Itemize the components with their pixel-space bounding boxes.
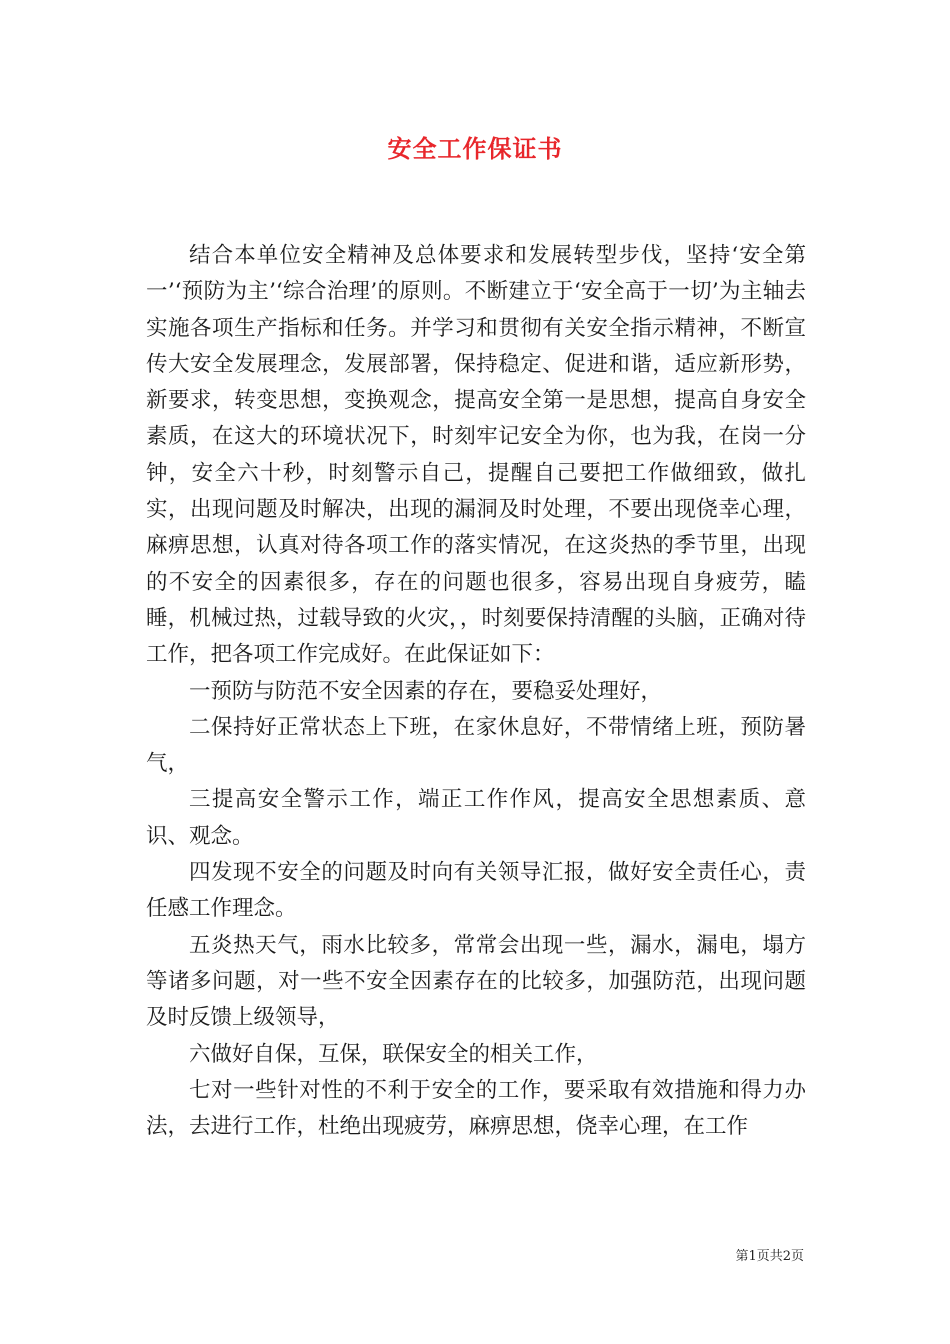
paragraph-item-5: 五炎热天气，雨水比较多，常常会出现一些，漏水，漏电，塌方等诸多问题，对一些不安全因素存在的比较多，加强防范，出现问题及时反馈上级领导， xyxy=(146,932,806,1031)
paragraph-item-6: 六做好自保，互保，联保安全的相关工作， xyxy=(189,1041,598,1067)
paragraph-item-1: 一预防与防范不安全因素的存在，要稳妥处理好， xyxy=(189,678,663,704)
paragraph-item-3: 三提高安全警示工作，端正工作作风，提高安全思想素质、意识、观念。 xyxy=(146,787,806,849)
paragraph-item-7: 七对一些针对性的不利于安全的工作，要采取有效措施和得力办法，去进行工作，杜绝出现疲劳，麻痹思想，侥幸心理，在工作 xyxy=(146,1077,806,1140)
paragraph-intro: 结合本单位安全精神及总体要求和发展转型步伐，坚持‘安全第一’‘预防为主’‘综合治理’的原则。不断建立于‘安全高于一切’为主轴去实施各项生产指标和任务。并学习和贯彻有关安全指示精神，不断宣传大安全发展理念，发展部署，保持稳定、促进和谐，适应新形势，新要求，转变思想，变换观念，提高安全第一是思想，提高自身安全素质，在这大的环境状况下，时刻牢记安全为你，也为我，在岗一分钟，安全六十秒，时刻警示自己，提醒自己要把工作做细致，做扎实，出现问题及时解决，出现的漏洞及时处理，不要出现侥幸心理，麻痹思想，认真对待各项工作的落实情况，在这炎热的季节里，出现的不安全的因素很多，存在的问题也很多，容易出现自身疲劳，瞌睡，机械过热，过载导致的火灾，，时刻要保持清醒的头脑，正确对待工作，把各项工作完成好。在此保证如下： xyxy=(146,243,806,668)
paragraph-item-2: 二保持好正常状态上下班，在家休息好，不带情绪上班，预防暑气， xyxy=(146,714,806,777)
document-title: 安全工作保证书 xyxy=(387,134,563,163)
paragraph-item-4: 四发现不安全的问题及时向有关领导汇报，做好安全责任心，责任感工作理念。 xyxy=(146,860,806,922)
document-body xyxy=(146,238,806,1145)
page-number: 第1页共2页 xyxy=(735,1249,804,1264)
